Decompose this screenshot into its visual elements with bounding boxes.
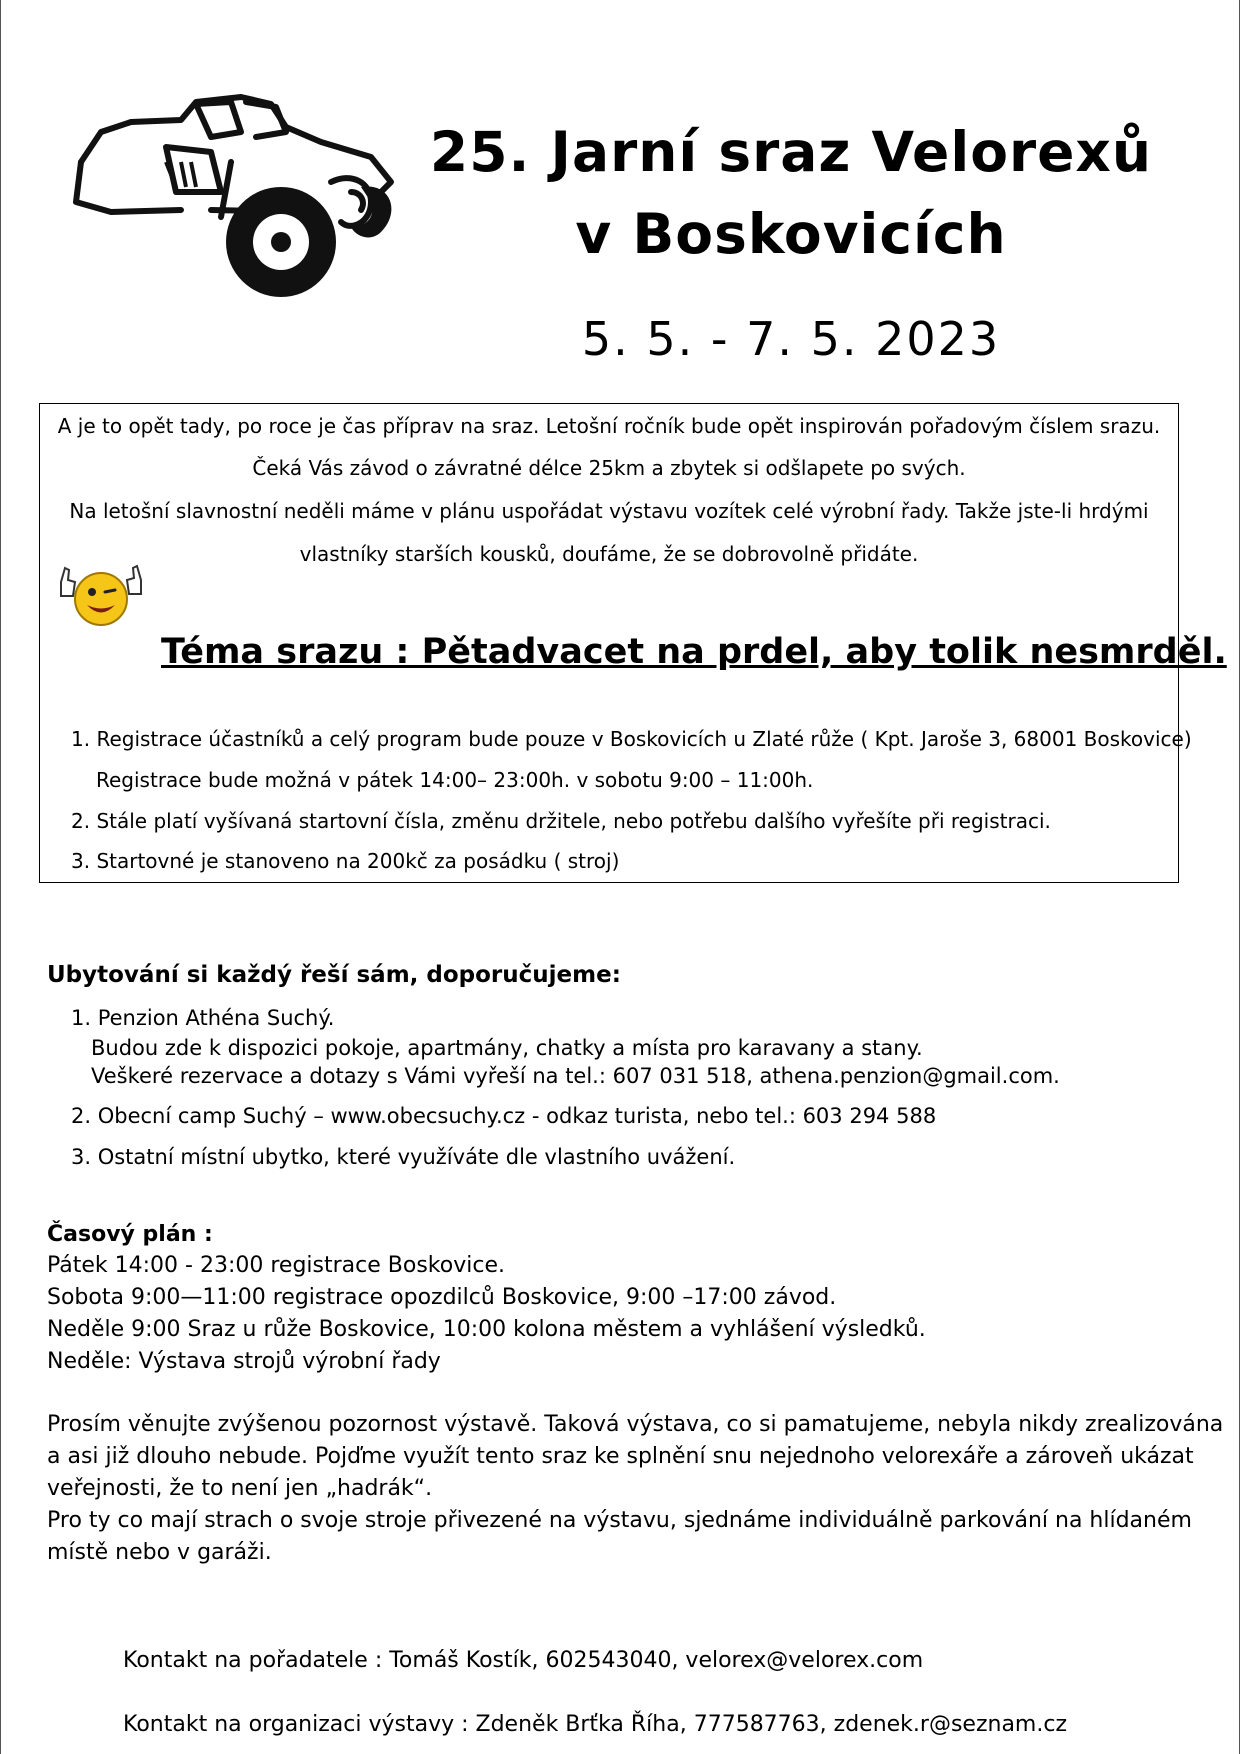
schedule-item: Sobota 9:00—11:00 registrace opozdilců Boskovice, 9:00 –17:00 závod. xyxy=(47,1285,837,1310)
rule-item: 3. Startovné je stanoveno na 200kč za posádku ( stroj) xyxy=(71,849,620,873)
event-title: 25. Jarní sraz Velorexů xyxy=(429,120,1153,184)
lodging-item: Budou zde k dispozici pokoje, apartmány, chatky a místa pro karavany a stany. xyxy=(91,1036,923,1060)
notice-line: a asi již dlouho nebude. Pojďme využít tento sraz ke splnění snu nejednoho velorexáře a zároveň ukázat xyxy=(47,1444,1194,1469)
rule-item: Registrace bude možná v pátek 14:00– 23:00h. v sobotu 9:00 – 11:00h. xyxy=(96,768,814,792)
schedule-item: Neděle 9:00 Sraz u růže Boskovice, 10:00 kolona městem a vyhlášení výsledků. xyxy=(47,1317,926,1342)
notice-line: Pro ty co mají strach o svoje stroje přivezené na výstavu, sjednáme individuálně parkování na hlídaném xyxy=(47,1508,1192,1533)
intro-line: Na letošní slavnostní neděli máme v plánu uspořádat výstavu vozítek celé výrobní řady. Takže jste-li hrdými xyxy=(69,499,1149,523)
schedule-item: Neděle: Výstava strojů výrobní řady xyxy=(47,1349,441,1374)
notice-line: místě nebo v garáži. xyxy=(47,1540,272,1565)
rule-item: 2. Stále platí vyšívaná startovní čísla, změnu držitele, nebo potřebu dalšího vyřešíte při registraci. xyxy=(71,809,1051,833)
event-dates: 5. 5. - 7. 5. 2023 xyxy=(581,312,1001,366)
intro-line: vlastníky starších kousků, doufáme, že se dobrovolně přidáte. xyxy=(299,542,919,566)
intro-line: Čeká Vás závod o závratné délce 25km a zbytek si odšlapete po svých. xyxy=(252,456,966,480)
schedule-title: Časový plán : xyxy=(47,1222,213,1247)
notice-line: veřejnosti, že to není jen „hadrák“. xyxy=(47,1476,433,1501)
organizer-contact: Kontakt na pořadatele : Tomáš Kostík, 602543040, velorex@velorex.com xyxy=(123,1648,924,1673)
rule-item: 1. Registrace účastníků a celý program bude pouze v Boskovicích u Zlaté růže ( Kpt. Jaroše 3, 68001 Boskovice) xyxy=(71,727,1192,751)
meetup-theme: Téma srazu : Pětadvacet na prdel, aby tolik nesmrděl. xyxy=(161,632,1227,672)
notice-line: Prosím věnujte zvýšenou pozornost výstavě. Taková výstava, co si pamatujeme, nebyla nikdy zrealizována xyxy=(47,1412,1224,1437)
velorex-car-icon xyxy=(71,92,411,314)
lodging-item: 1. Penzion Athéna Suchý. xyxy=(71,1006,335,1030)
lodging-item: 3. Ostatní místní ubytko, které využíváte dle vlastního uvážení. xyxy=(71,1145,736,1169)
event-location: v Boskovicích xyxy=(575,202,1007,266)
intro-line: A je to opět tady, po roce je čas příprav na sraz. Letošní ročník bude opět inspirován pořadovým číslem srazu. xyxy=(57,414,1161,438)
winking-smiley-icon xyxy=(51,562,151,632)
schedule-item: Pátek 14:00 - 23:00 registrace Boskovice. xyxy=(47,1253,505,1278)
lodging-item: Veškeré rezervace a dotazy s Vámi vyřeší na tel.: 607 031 518, athena.penzion@gmail.com. xyxy=(91,1064,1060,1088)
lodging-title: Ubytování si každý řeší sám, doporučujeme: xyxy=(47,962,621,988)
lodging-item: 2. Obecní camp Suchý – www.obecsuchy.cz - odkaz turista, nebo tel.: 603 294 588 xyxy=(71,1104,937,1128)
exhibition-contact: Kontakt na organizaci výstavy : Zdeněk Brťka Říha, 777587763, zdenek.r@seznam.cz xyxy=(123,1712,1068,1737)
